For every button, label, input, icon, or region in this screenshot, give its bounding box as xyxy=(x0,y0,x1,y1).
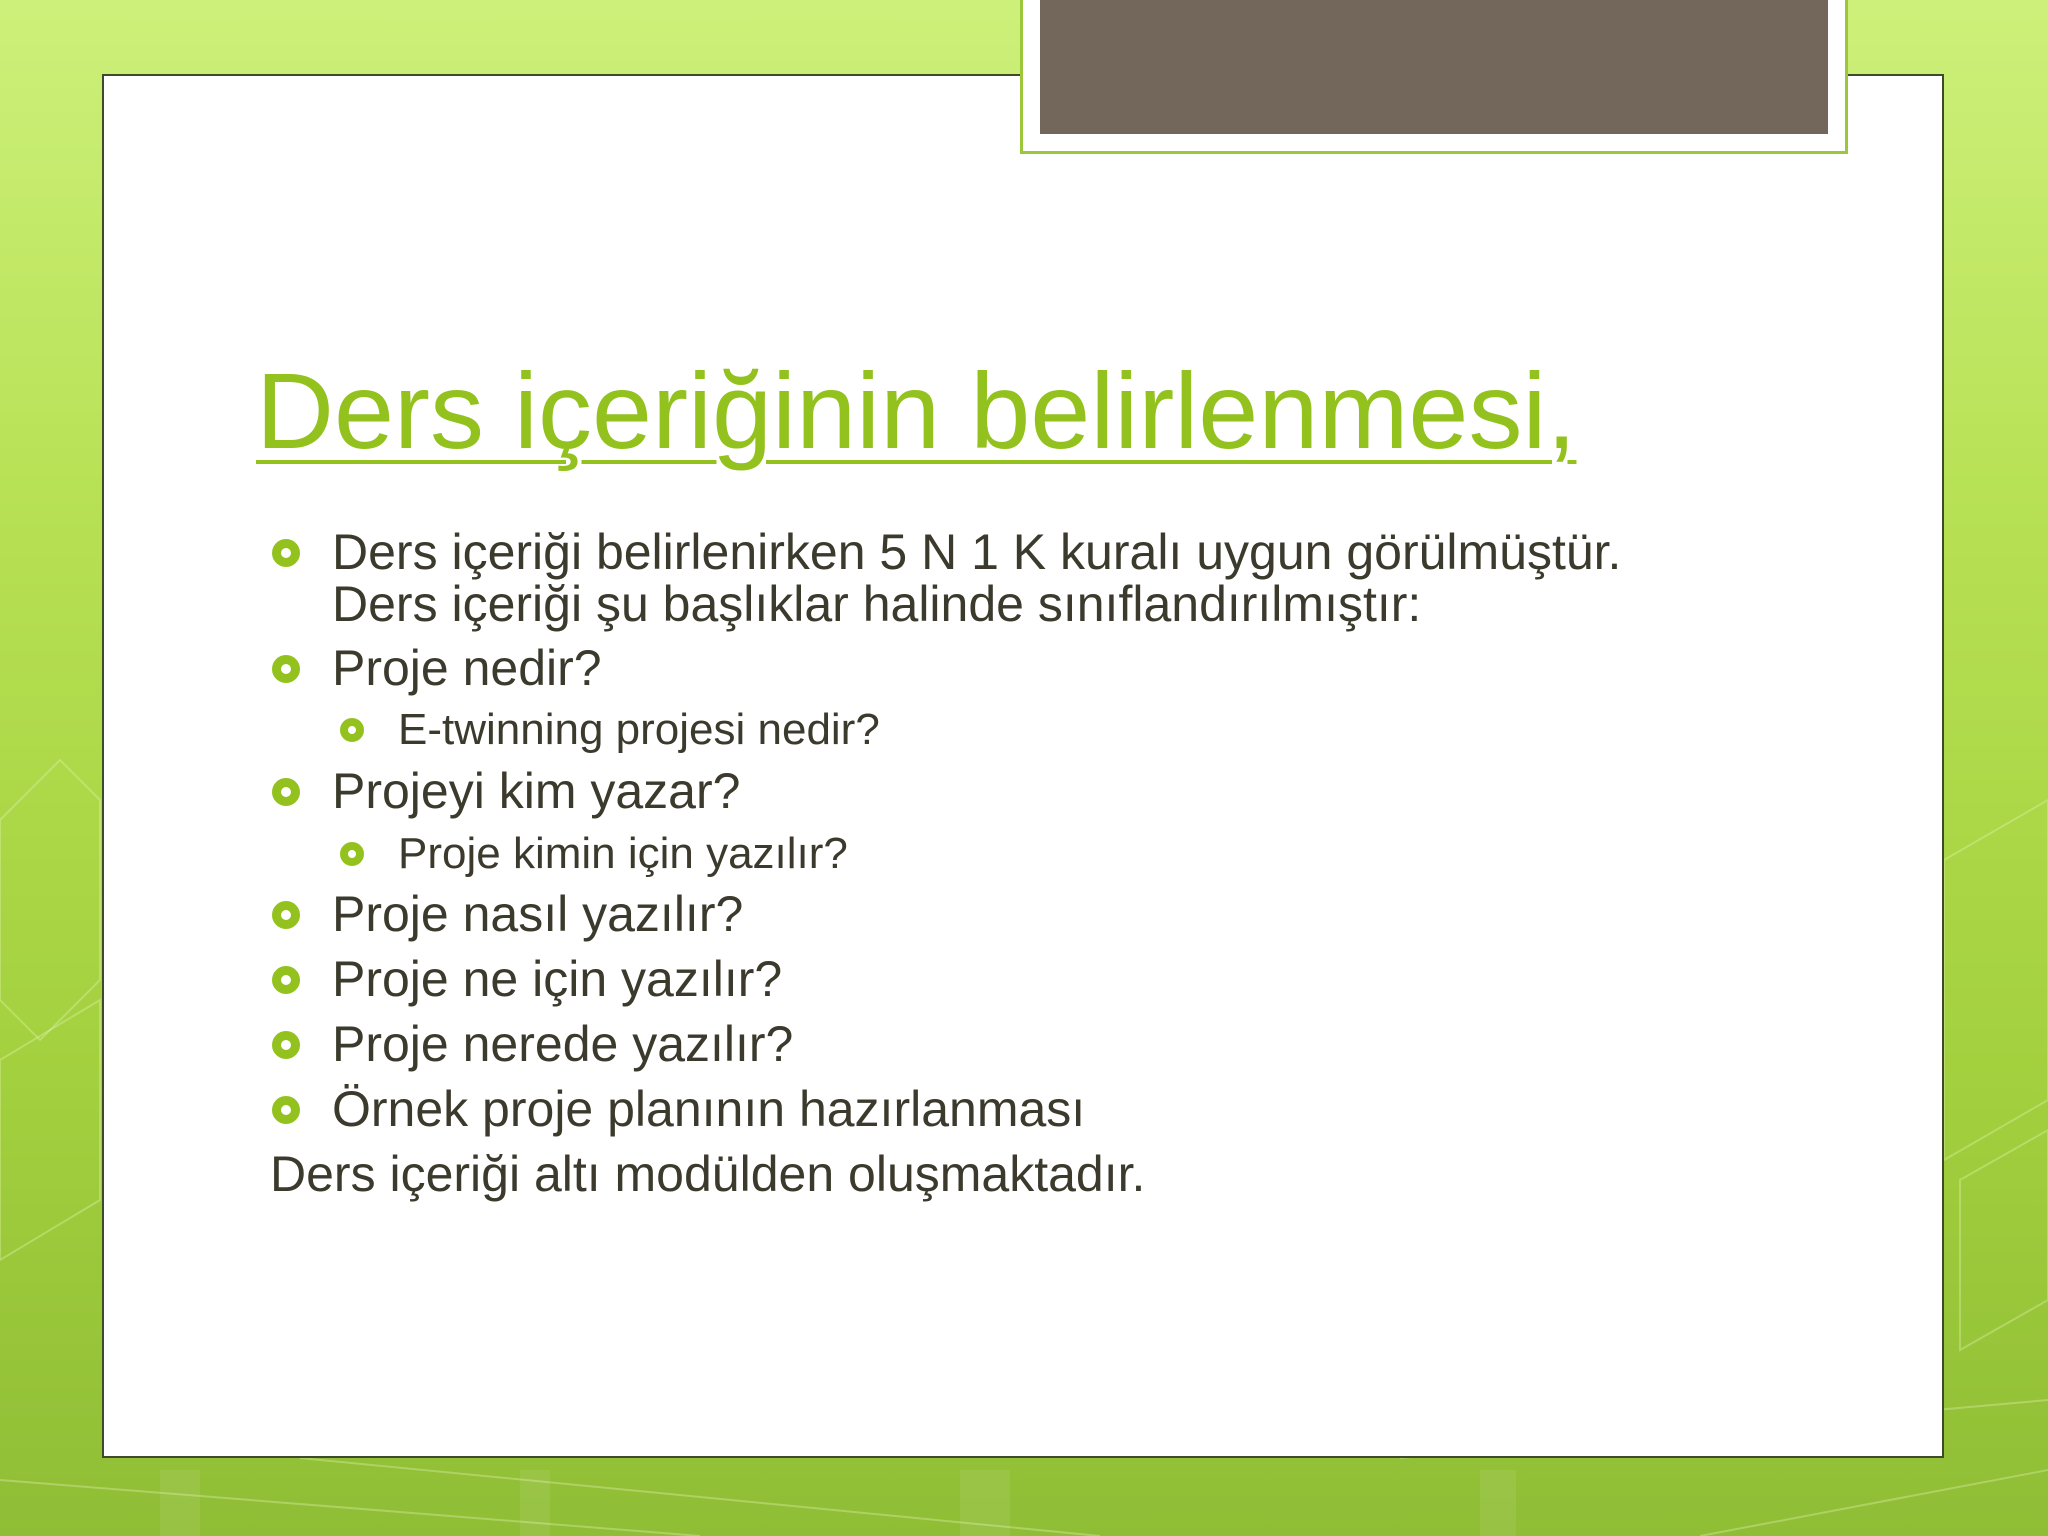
ring-bullet-icon xyxy=(272,539,300,567)
bullet-text: Örnek proje planının hazırlanması xyxy=(332,1081,1086,1137)
sub-bullet-item xyxy=(398,706,880,754)
bullet-item xyxy=(332,953,782,1005)
bullet-item xyxy=(332,765,740,817)
sub-bullet-text: Proje kimin için yazılır? xyxy=(398,829,848,878)
ring-bullet-icon xyxy=(340,842,364,866)
ring-bullet-icon xyxy=(340,718,364,742)
bullet-text: Proje nasıl yazılır? xyxy=(332,886,744,942)
ring-bullet-icon xyxy=(272,778,300,806)
bullet-item xyxy=(332,1083,1085,1135)
bullet-text: Projeyi kim yazar? xyxy=(332,763,741,819)
bullet-text-continuation: Ders içeriği şu başlıklar halinde sınıflandırılmıştır: xyxy=(332,576,1422,632)
ring-bullet-icon xyxy=(272,1031,300,1059)
ring-bullet-icon xyxy=(272,655,300,683)
sub-bullet-item xyxy=(398,830,848,878)
bullet-text: Proje nerede yazılır? xyxy=(332,1016,794,1072)
bullet-item xyxy=(332,526,1621,630)
sub-bullet-text: E-twinning projesi nedir? xyxy=(398,705,880,754)
bullet-item xyxy=(332,1018,793,1070)
bullet-item xyxy=(332,642,602,694)
bullet-text: Proje ne için yazılır? xyxy=(332,951,783,1007)
ring-bullet-icon xyxy=(272,901,300,929)
slide-title: Ders içeriğinin belirlenmesi, xyxy=(256,350,1577,471)
closing-text: Ders içeriği altı modülden oluşmaktadır. xyxy=(270,1146,1146,1202)
bullet-text: Ders içeriği belirlenirken 5 N 1 K kuralı uygun görülmüştür. xyxy=(332,524,1622,580)
ring-bullet-icon xyxy=(272,1096,300,1124)
ring-bullet-icon xyxy=(272,966,300,994)
bullet-text: Proje nedir? xyxy=(332,640,602,696)
bullet-item xyxy=(332,888,743,940)
header-tab-block xyxy=(1040,0,1828,134)
